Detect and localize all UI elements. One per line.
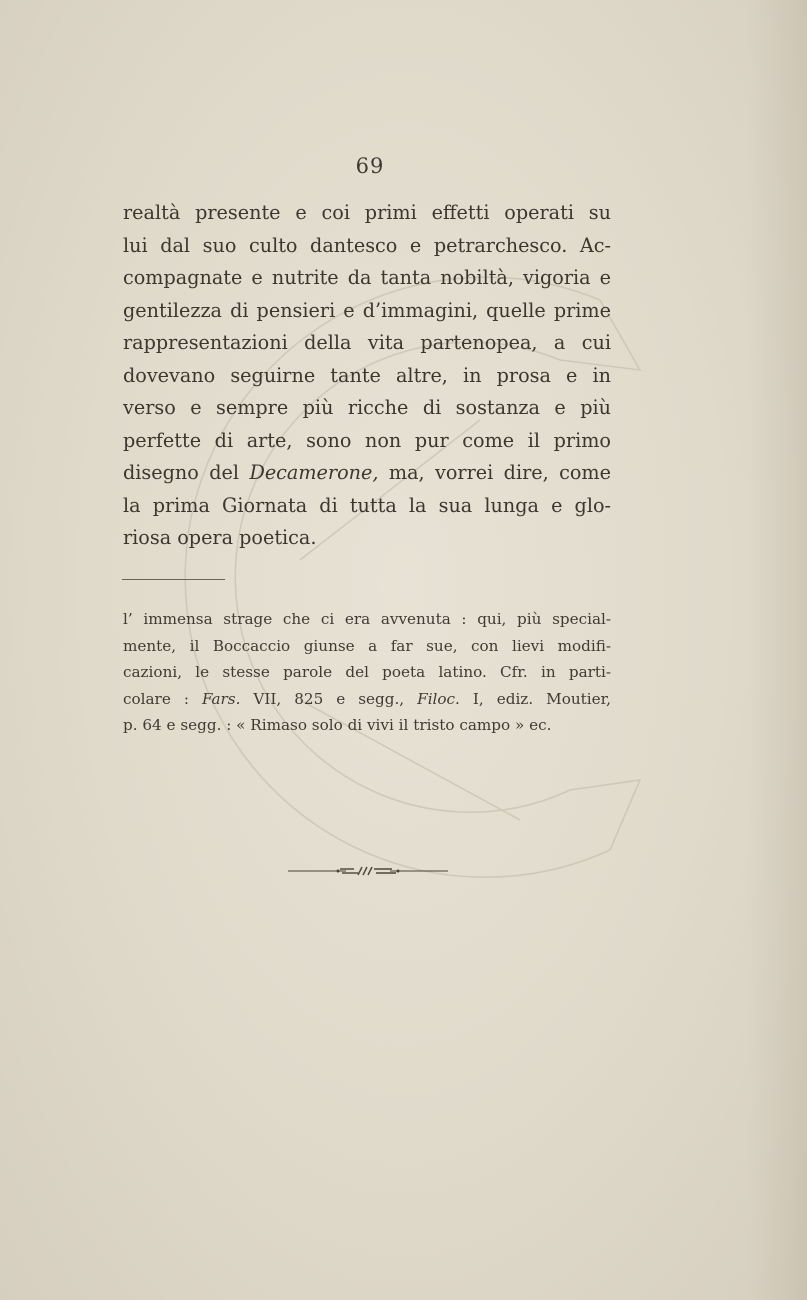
footnote-separator bbox=[122, 579, 225, 580]
footnote-line: cazioni, le stesse parole del poeta latino. Cfr. in parti- bbox=[123, 663, 611, 681]
text-line bbox=[123, 457, 611, 490]
text-line: verso e sempre più ricche di sostanza e più bbox=[123, 396, 611, 419]
book-title-decamerone: Decamerone, bbox=[249, 461, 379, 484]
text-line: gentilezza di pensieri e d’immagini, quelle prime bbox=[123, 298, 611, 322]
text-segment: VII, 825 e segg., bbox=[240, 689, 418, 708]
citation-filoc: Filoc. bbox=[417, 689, 460, 708]
text-line: rappresentazioni della vita partenopea, a cui bbox=[123, 331, 611, 354]
text-segment: ma, vorrei dire, come bbox=[378, 461, 611, 484]
text-segment: disegno del bbox=[123, 461, 250, 484]
footnote bbox=[123, 606, 611, 739]
footnote-line bbox=[123, 686, 611, 713]
text-segment: I, ediz. Moutier, bbox=[459, 689, 611, 708]
text-line: compagnate e nutrite da tanta nobiltà, vigoria e bbox=[123, 266, 611, 289]
text-line: realtà presente e coi primi effetti operati su bbox=[123, 201, 611, 224]
main-text bbox=[123, 197, 611, 555]
text-line: riosa opera poetica. bbox=[123, 526, 317, 549]
footnote-line: p. 64 e segg. : « Rimaso solo di vivi il tristo campo » ec. bbox=[123, 716, 552, 734]
text-line: perfette di arte, sono non pur come il primo bbox=[123, 428, 611, 452]
footnote-line: mente, il Boccaccio giunse a far sue, con lievi modifi- bbox=[123, 636, 611, 655]
text-line: lui dal suo culto dantesco e petrarchesco. Ac- bbox=[123, 233, 611, 257]
end-ornament bbox=[288, 864, 448, 878]
footnote-line: l’ immensa strage che ci era avvenuta : qui, più special- bbox=[123, 610, 611, 628]
text-segment: colare : bbox=[123, 689, 202, 708]
text-line: dovevano seguirne tante altre, in prosa e in bbox=[123, 363, 611, 387]
page-number: 69 bbox=[355, 154, 385, 178]
text-line: la prima Giornata di tutta la sua lunga e glo- bbox=[123, 493, 611, 517]
citation-fars: Fars. bbox=[201, 689, 241, 708]
